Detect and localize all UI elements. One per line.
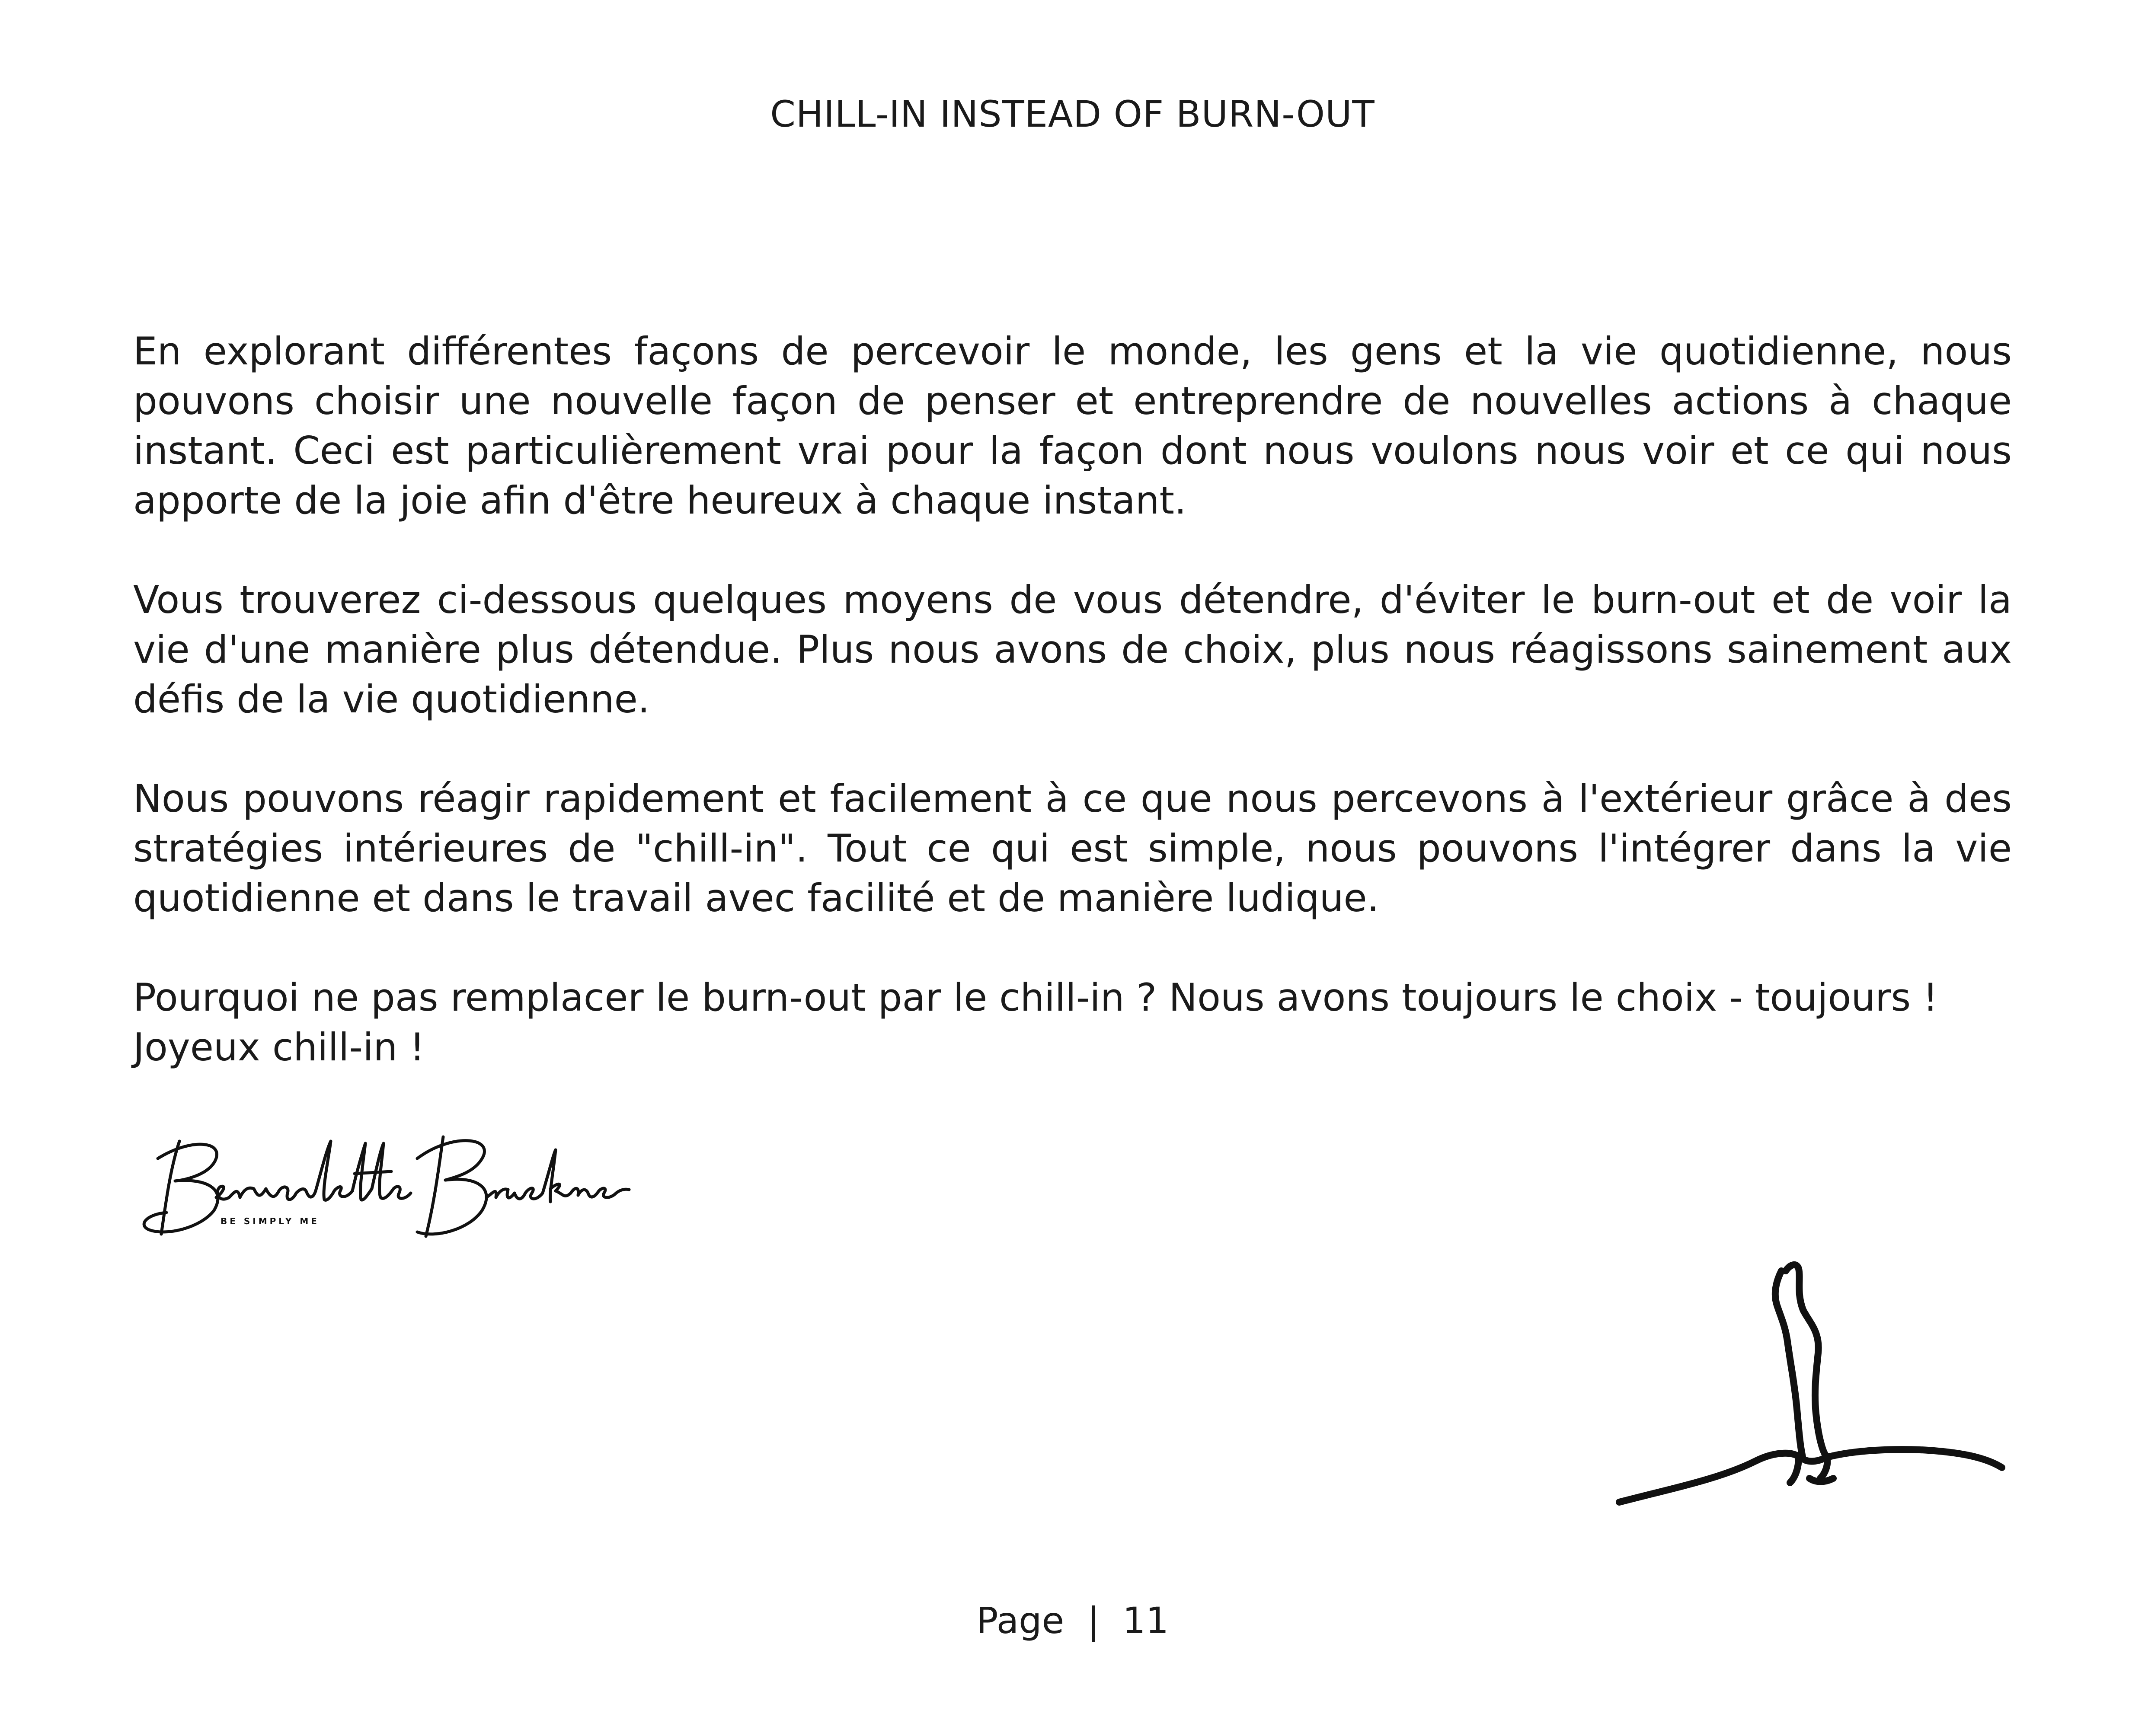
signature-tagline: BE SIMPLY ME — [221, 1216, 320, 1226]
paragraph-3: Nous pouvons réagir rapidement et facilement à ce que nous percevons à l'extérieur grâce à des stratégies intérieures de "chill-in". Tout ce qui est simple, nous pouvons l'intégrer dans la vie quotidienne et dans le travail avec facilité et de manière ludique. — [133, 776, 2012, 920]
page-number: 11 — [1122, 1599, 1169, 1642]
decorative-figure-illustration — [1613, 1254, 2011, 1526]
paragraph-1: En explorant différentes façons de percevoir le monde, les gens et la vie quotidienne, nous pouvons choisir une nouvelle façon de penser et entreprendre de nouvelles actions à chaque instant. Ceci est particulièrement vrai pour la façon dont nous voulons nous voir et ce qui nous apporte de la joie afin d'être heureux à chaque instant. — [133, 329, 2012, 523]
paragraph-4: Pourquoi ne pas remplacer le burn-out par le chill-in ? Nous avons toujours le choix - toujours ! Joyeux chill-in ! — [133, 975, 1938, 1069]
paragraph-2: Vous trouverez ci-dessous quelques moyens de vous détendre, d'éviter le burn-out et de voir la vie d'une manière plus détendue. Plus nous avons de choix, plus nous réagissons sainement aux défis de la vie quotidienne. — [133, 578, 2012, 721]
page-header: CHILL-IN INSTEAD OF BURN-OUT — [770, 93, 1375, 135]
page-label: Page — [976, 1599, 1065, 1642]
document-body — [133, 326, 2012, 1122]
page-footer — [0, 1599, 2145, 1642]
page-separator: | — [1087, 1599, 1100, 1642]
signature-logo — [141, 1133, 633, 1245]
